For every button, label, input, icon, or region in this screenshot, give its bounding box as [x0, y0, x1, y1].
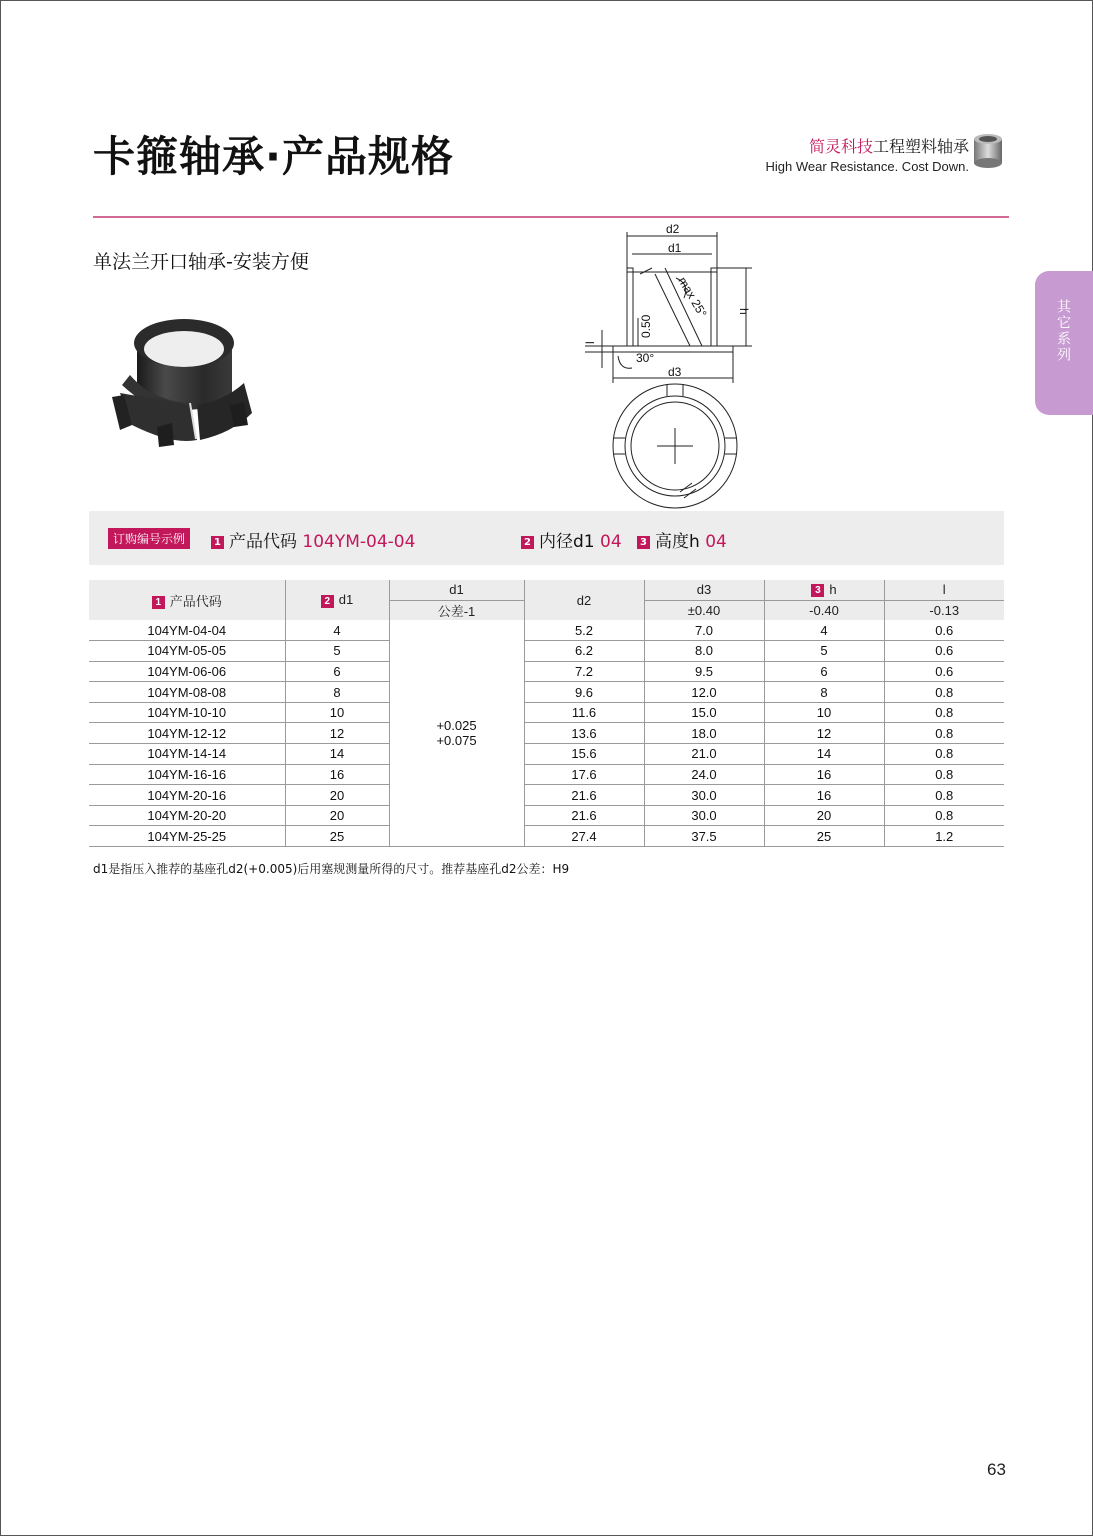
header-l-tol: -0.13 — [884, 600, 1004, 620]
label-l: l — [583, 341, 597, 344]
cell-l: 0.8 — [884, 702, 1004, 723]
label-d3: d3 — [668, 365, 682, 379]
cell-d1: 20 — [285, 785, 389, 806]
brand-product: 工程塑料轴承 — [872, 137, 969, 156]
table-row — [89, 723, 1004, 744]
header-d1-tol-title: d1 — [389, 580, 524, 600]
cell-d3: 21.0 — [644, 744, 764, 765]
cell-d3: 8.0 — [644, 641, 764, 662]
cell-h: 25 — [764, 826, 884, 847]
cell-d1: 8 — [285, 682, 389, 703]
cell-h: 12 — [764, 723, 884, 744]
label-chamfer: 30° — [636, 351, 655, 365]
cell-d2: 27.4 — [524, 826, 644, 847]
header-d2: d2 — [524, 580, 644, 620]
order-code-value: 104YM-04-04 — [302, 532, 416, 552]
table-row — [89, 764, 1004, 785]
cell-d1: 25 — [285, 826, 389, 847]
table-row — [89, 682, 1004, 703]
cell-h: 6 — [764, 661, 884, 682]
cell-d2: 6.2 — [524, 641, 644, 662]
order-h-value: 04 — [705, 532, 727, 552]
table-row — [89, 641, 1004, 662]
technical-drawing — [580, 218, 780, 513]
header-h-tol: -0.40 — [764, 600, 884, 620]
cell-d1: 10 — [285, 702, 389, 723]
header-d3-tol: ±0.40 — [644, 600, 764, 620]
order-d1-value: 04 — [600, 532, 622, 552]
table-row — [89, 805, 1004, 826]
label-d1: d1 — [668, 241, 682, 255]
cell-code: 104YM-20-16 — [89, 785, 285, 806]
cell-l: 0.6 — [884, 661, 1004, 682]
label-h: h — [737, 308, 751, 315]
cell-d3: 9.5 — [644, 661, 764, 682]
cell-h: 8 — [764, 682, 884, 703]
cell-d1: 14 — [285, 744, 389, 765]
label-gap: 0.50 — [639, 314, 653, 338]
cell-d1-tolerance — [389, 620, 524, 847]
table-row — [89, 826, 1004, 847]
footnote: d1是指压入推荐的基座孔d2(+0.005)后用塞规测量所得的尺寸。推荐基座孔d2公差：H9 — [93, 862, 570, 876]
header-h: 3 h — [764, 580, 884, 600]
side-tab-label: 其它系列 — [1055, 299, 1071, 363]
cell-d3: 7.0 — [644, 620, 764, 641]
order-item-h: 3 高度h 04 — [637, 527, 727, 552]
order-item-code: 1 产品代码 104YM-04-04 — [211, 527, 415, 552]
section-subtitle: 单法兰开口轴承-安装方便 — [93, 251, 309, 273]
order-example-label: 订购编号示例 — [108, 528, 190, 549]
cell-d3: 18.0 — [644, 723, 764, 744]
header-code: 1 产品代码 — [89, 580, 285, 620]
table-row — [89, 744, 1004, 765]
table-row — [89, 661, 1004, 682]
header-l: l — [884, 580, 1004, 600]
cell-h: 5 — [764, 641, 884, 662]
cell-code: 104YM-20-20 — [89, 805, 285, 826]
number-badge: 1 — [211, 536, 224, 549]
tolerance-upper: +0.025 — [436, 718, 477, 734]
cell-l: 0.8 — [884, 723, 1004, 744]
cell-h: 14 — [764, 744, 884, 765]
cell-l: 0.6 — [884, 620, 1004, 641]
number-badge: 2 — [521, 536, 534, 549]
cell-d3: 30.0 — [644, 785, 764, 806]
cell-d2: 9.6 — [524, 682, 644, 703]
header-d3: d3 — [644, 580, 764, 600]
header-d1-tol: 公差-1 — [389, 600, 524, 620]
brand-block — [765, 134, 969, 174]
cell-d1: 16 — [285, 764, 389, 785]
cell-d2: 5.2 — [524, 620, 644, 641]
cell-d3: 30.0 — [644, 805, 764, 826]
cell-l: 0.8 — [884, 764, 1004, 785]
cell-code: 104YM-16-16 — [89, 764, 285, 785]
spec-table — [89, 580, 1004, 847]
cell-d1: 12 — [285, 723, 389, 744]
label-d2: d2 — [666, 222, 680, 236]
tolerance-lower: +0.075 — [436, 733, 477, 749]
cell-d2: 13.6 — [524, 723, 644, 744]
cell-l: 0.8 — [884, 805, 1004, 826]
cell-d2: 7.2 — [524, 661, 644, 682]
cell-d2: 11.6 — [524, 702, 644, 723]
cell-d2: 21.6 — [524, 785, 644, 806]
cell-code: 104YM-08-08 — [89, 682, 285, 703]
cell-l: 0.8 — [884, 785, 1004, 806]
cell-d2: 17.6 — [524, 764, 644, 785]
bearing-logo-icon — [972, 133, 1004, 169]
table-row — [89, 702, 1004, 723]
cell-d3: 15.0 — [644, 702, 764, 723]
cell-code: 104YM-25-25 — [89, 826, 285, 847]
cell-d1: 4 — [285, 620, 389, 641]
side-tab-other-series[interactable] — [1035, 271, 1093, 415]
page-number: 63 — [987, 1460, 1006, 1479]
cell-h: 4 — [764, 620, 884, 641]
cell-code: 104YM-04-04 — [89, 620, 285, 641]
cell-d2: 15.6 — [524, 744, 644, 765]
cell-l: 0.8 — [884, 682, 1004, 703]
cell-d3: 37.5 — [644, 826, 764, 847]
cell-d3: 24.0 — [644, 764, 764, 785]
cell-code: 104YM-06-06 — [89, 661, 285, 682]
cell-d2: 21.6 — [524, 805, 644, 826]
number-badge: 3 — [637, 536, 650, 549]
cell-h: 10 — [764, 702, 884, 723]
cell-code: 104YM-05-05 — [89, 641, 285, 662]
cell-h: 20 — [764, 805, 884, 826]
table-row — [89, 785, 1004, 806]
header-d1: 2 d1 — [285, 580, 389, 620]
header-rule — [93, 216, 1009, 218]
cell-code: 104YM-14-14 — [89, 744, 285, 765]
spec-table-body — [89, 620, 1004, 847]
brand-name: 简灵科技 — [808, 137, 873, 156]
product-photo — [112, 305, 262, 455]
cell-d1: 6 — [285, 661, 389, 682]
order-item-d1: 2 内径d1 04 — [521, 527, 622, 552]
order-example-bar — [89, 511, 1004, 565]
cell-d1: 5 — [285, 641, 389, 662]
table-row — [89, 620, 1004, 641]
brand-slogan: High Wear Resistance. Cost Down. — [765, 159, 969, 174]
cell-code: 104YM-12-12 — [89, 723, 285, 744]
label-max-angle: max 25° — [675, 274, 710, 320]
cell-d1: 20 — [285, 805, 389, 826]
cell-h: 16 — [764, 764, 884, 785]
cell-l: 0.6 — [884, 641, 1004, 662]
page-title: 卡箍轴承·产品规格 — [93, 132, 454, 181]
cell-l: 1.2 — [884, 826, 1004, 847]
cell-l: 0.8 — [884, 744, 1004, 765]
cell-h: 16 — [764, 785, 884, 806]
cell-d3: 12.0 — [644, 682, 764, 703]
cell-code: 104YM-10-10 — [89, 702, 285, 723]
